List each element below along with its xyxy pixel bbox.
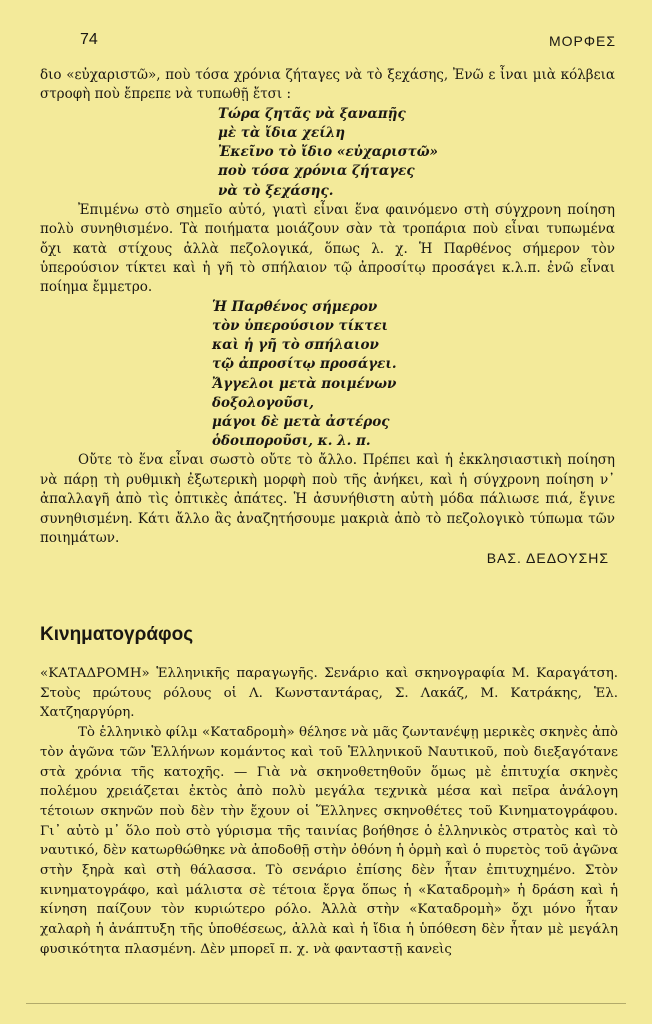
page-number: 74 [80, 31, 98, 48]
poem-quotation-1 [218, 105, 615, 201]
review-paragraph: Τὸ ἑλληνικὸ φίλμ «Καταδρομὴ» θέλησε νὰ μᾶς ζωντανέψῃ μερικὲς σκηνὲς ἀπὸ τὸν ἀγῶνα τῶν Ἑλλήνων κομάντος καὶ τοῦ Ἑλληνικοῦ Ναυτικοῦ, ποὺ διεξαγότανε στὰ χρόνια τῆς κατοχῆς. — Γιὰ νὰ σκηνοθετηθοῦν ὅμως μὲ ἐπιτυχία σκηνὲς πολέμου χρειάζεται ἐκτὸς ἀπὸ πολὺ μεγάλα τεχνικὰ μέσα καὶ πεῖρα ἀνάλογη τέτοιων σκηνῶν ποὺ δὲν τὴν ἔχουν οἱ Ἕλληνες σκηνοθέτες τοῦ Κινηματογράφου. Γι᾽ αὐτὸ μ᾽ ὅλο ποὺ στὸ γύρισμα τῆς ταινίας βοήθησε ὁ ἑλληνικὸς στρατὸς καὶ τὸ ναυτικό, δὲν κατωρθώθηκε νὰ ἀποδοθῇ στὴν ὀθόνη ἡ ὁρμὴ καὶ ὁ πυρετὸς τοῦ ἀγῶνα στὴν ξηρὰ καὶ στὴ θάλασσα. Τὸ σενάριο ἐπίσης δὲν ἦταν ἐπιτυχημένο. Στὸν κινηματογράφο, καὶ μάλιστα σὲ τέτοια ἔργα ὅπως ἡ «Καταδρομὴ» ἡ δράση καὶ ἡ κίνηση παίζουν τὸν κυριώτερο ρόλο. Ἀλλὰ στὴν «Καταδρομὴ» ὄχι μόνο ἦταν χαλαρὴ ἡ ἀνάπτυξη τῆς ὑποθέσεως, ἀλλὰ καὶ ἡ ἴδια ἡ ὑπόθεση δὲν ἦταν μὲ μεγάλη φυσικότητα πλασμένη. Δὲν μπορεῖ π. χ. νὰ φανταστῇ κανεὶς [40, 725, 618, 957]
poem-line: δοξολογοῦσι, [212, 394, 314, 411]
poem-line: μάγοι δὲ μετὰ ἀστέρος [212, 414, 390, 431]
poem-line: ὁδοιποροῦσι, κ. λ. π. [212, 433, 371, 450]
poem-line: Ἐκεῖνο τὸ ἴδιο «εὐχαριστῶ» [218, 144, 438, 161]
poem-line: νὰ τὸ ξεχάσης. [218, 182, 334, 199]
film-credits-paragraph: «ΚΑΤΑΔΡΟΜΗ» Ἑλληνικῆς παραγωγῆς. Σενάριο καὶ σκηνογραφία Μ. Καραγάτση. Στοὺς πρώτους ρόλους οἱ Λ. Κωνσταντάρας, Σ. Λακάζ, Μ. Κατράκης, Ἑλ. Χατζηαργύρη. [40, 666, 618, 721]
page-bottom-rule [26, 1003, 626, 1004]
intro-paragraph: διο «εὐχαριστῶ», ποὺ τόσα χρόνια ζήταγες νὰ τὸ ξεχάσης, Ἐνῶ ε ἶναι μιὰ κόλβεια στροφὴ ποὺ ἔπρεπε νὰ τυπωθῇ ἔτσι : [40, 67, 615, 103]
journal-title: ΜΟΡΦΕΣ [548, 33, 616, 49]
poem-line: μὲ τὰ ἴδια χείλη [218, 125, 346, 142]
body-paragraph: Ἐπιμένω στὸ σημεῖο αὐτό, γιατὶ εἶναι ἕνα φαινόμενο στὴ σύγχρονη ποίηση πολὺ συνηθισμένο. Τὰ ποιήματα μοιάζουν σὰν τὰ τροπάρια ποὺ εἶναι τυπωμένα ὄχι κατὰ στίχους ἀλλὰ πεζολογικά, ὅπως λ. χ. Ἡ Παρθένος σήμερον τὸν ὑπερούσιον τίκτει καὶ ἡ γῆ τὸ σπήλαιον τῷ ἀπροσίτῳ προσάγει κ.λ.π. ἐνῶ εἶναι ποίημα ἔμμετρο. [40, 201, 615, 296]
body-paragraph: Οὔτε τὸ ἕνα εἶναι σωστὸ οὔτε τὸ ἄλλο. Πρέπει καὶ ἡ ἐκκλησιαστικὴ ποίηση νὰ πάρῃ τὴ ρυθμικὴ ἐξωτερικὴ μορφὴ ποὺ τῆς ἀνήκει, καὶ ἡ σύγχρονη ποίηση ν᾽ ἀπαλλαγῆ ἀπὸ τὶς ὀπτικὲς ἀπάτες. Ἡ ἀσυνήθιστη αὐτὴ μόδα πάλιωσε πιά, ἔγινε συνηθισμένη. Κάτι ἄλλο ἂς ἀναζητήσουμε μακριὰ ἀπὸ τὸ πεζολογικὸ τύπωμα τῶν ποιημάτων. [40, 452, 615, 547]
section-title: Κινηματογράφος [40, 624, 194, 645]
poem-line: Ἡ Παρθένος σήμερον [212, 298, 378, 315]
article-cinema-review [40, 664, 618, 960]
poem-line: Ἄγγελοι μετὰ ποιμένων [212, 375, 397, 392]
poem-line: τῷ ἀπροσίτῳ προσάγει. [212, 356, 397, 373]
poem-quotation-2 [212, 298, 615, 452]
poem-line: καὶ ἡ γῆ τὸ σπήλαιον [212, 337, 379, 354]
poem-line: τὸν ὑπερούσιον τίκτει [212, 318, 389, 335]
author-signature: ΒΑΣ. ΔΕΔΟΥΣΗΣ [486, 549, 609, 566]
article-poetry-commentary [40, 66, 615, 568]
poem-line: Τώρα ζητᾶς νὰ ξαναπῇς [218, 105, 406, 122]
poem-line: ποὺ τόσα χρόνια ζήταγες [218, 163, 415, 180]
